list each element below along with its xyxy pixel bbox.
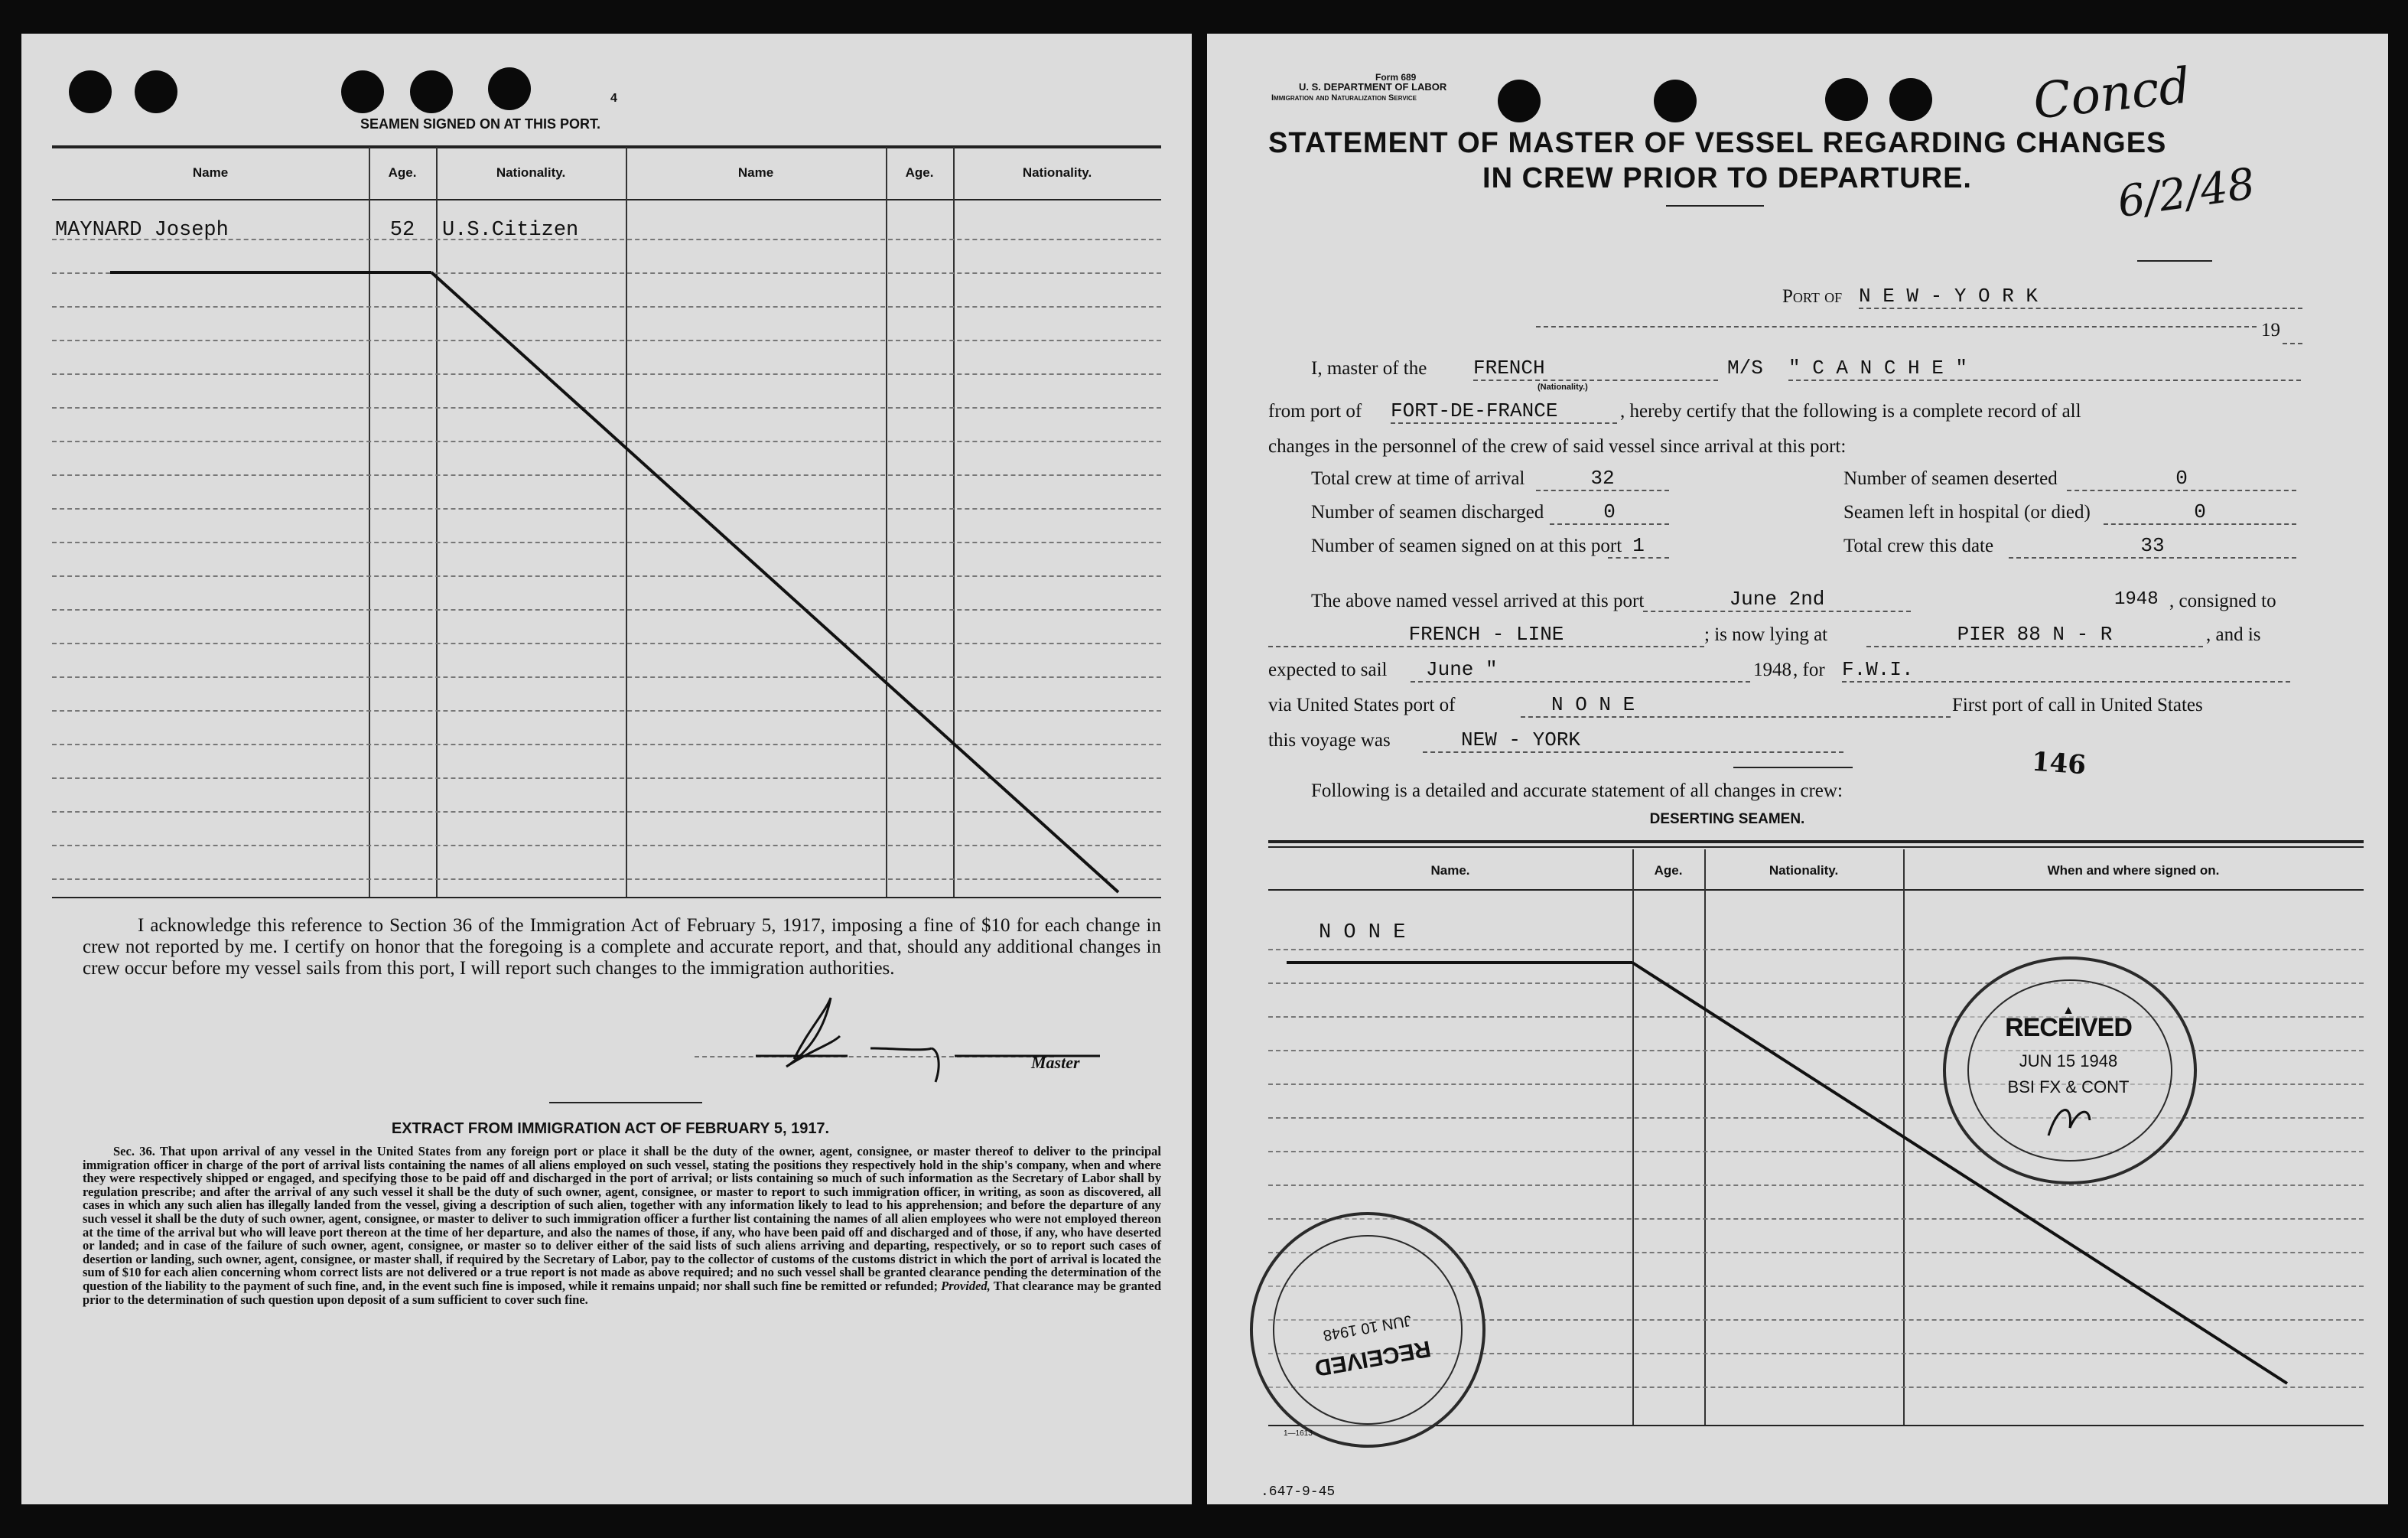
- stamp-number: 146: [2030, 746, 2087, 781]
- column-header-age: Age.: [388, 165, 417, 180]
- entry-nationality: U.S.Citizen: [442, 219, 579, 242]
- desert-header-signed-on: When and where signed on.: [2047, 863, 2220, 878]
- stat-value-crew-arrival: 32: [1536, 467, 1669, 491]
- handwritten-note: Concd: [2030, 57, 2193, 131]
- extract-body: [83, 1145, 1161, 1306]
- divider-rule: [549, 1102, 702, 1103]
- stat-label-signed-on: Number of seamen signed on at this port: [1311, 536, 1622, 556]
- via-port-value: N O N E: [1521, 693, 1951, 718]
- stat-label-total-crew: Total crew this date: [1843, 536, 1994, 556]
- desert-header-age: Age.: [1654, 863, 1683, 878]
- first-port-label: First port of call in United States: [1952, 695, 2203, 715]
- column-header-nationality: Nationality.: [496, 165, 566, 180]
- entry-age: 52: [389, 219, 415, 242]
- port-value: N E W - Y O R K: [1859, 285, 2302, 309]
- column-header-nationality: Nationality.: [1022, 165, 1092, 180]
- stat-value-hospital: 0: [2104, 500, 2296, 525]
- consignee-value: FRENCH - LINE: [1268, 623, 1704, 647]
- stat-value-discharged: 0: [1550, 500, 1669, 525]
- vessel-name: " C A N C H E ": [1788, 357, 2301, 381]
- pier-value: PIER 88 N - R: [1866, 623, 2203, 647]
- consigned-label: , consigned to: [2169, 591, 2276, 611]
- sail-date: June ": [1411, 658, 1750, 683]
- arrived-label: The above named vessel arrived at this port: [1311, 591, 1645, 611]
- year-prefix: 19: [2261, 320, 2280, 341]
- stat-value-total-crew: 33: [2009, 534, 2296, 559]
- desert-header-name: Name.: [1430, 863, 1470, 878]
- master-of-label: I, master of the: [1311, 358, 1427, 379]
- port-label: Port of: [1782, 286, 1843, 307]
- form-number: Form 689: [1375, 72, 1417, 83]
- handwritten-date: 6/2/48: [2114, 158, 2258, 228]
- desert-header-nationality: Nationality.: [1769, 863, 1839, 878]
- stamp-date: JUN 10 1948: [1322, 1312, 1413, 1344]
- entry-name: MAYNARD Joseph: [55, 219, 229, 242]
- section-title: SEAMEN SIGNED ON AT THIS PORT.: [360, 116, 601, 132]
- column-header-age: Age.: [905, 165, 934, 180]
- department-name: U. S. DEPARTMENT OF LABOR: [1299, 81, 1447, 93]
- arrived-date: June 2nd: [1643, 588, 1911, 612]
- desert-entry: N O N E: [1319, 921, 1406, 944]
- destination-value: F.W.I.: [1842, 658, 2290, 683]
- received-stamp: ▲ RECEIVED JUN 15 1948 BSI FX & CONT: [1943, 956, 2197, 1184]
- certify-text: , hereby certify that the following is a complete record of all: [1620, 401, 2081, 422]
- extract-proviso-label: Provided,: [941, 1278, 991, 1293]
- initials-mark: [2042, 1097, 2096, 1143]
- nationality-caption: (Nationality.): [1538, 383, 1588, 392]
- form-title-line2: IN CREW PRIOR TO DEPARTURE.: [1482, 162, 1972, 194]
- changes-text: changes in the personnel of the crew of said vessel since arrival at this port:: [1268, 436, 1847, 457]
- lying-label: ; is now lying at: [1704, 624, 1828, 645]
- form-code-small: 1—1613: [1284, 1429, 1313, 1438]
- nationality-value: FRENCH: [1473, 357, 1718, 381]
- from-port-value: FORT-DE-FRANCE: [1391, 399, 1617, 424]
- stat-label-hospital: Seamen left in hospital (or died): [1843, 502, 2091, 523]
- service-name: Immigration and Naturalization Service: [1271, 93, 1417, 103]
- and-is-label: , and is: [2206, 624, 2261, 645]
- master-label: Master: [1031, 1053, 1080, 1072]
- form-title-line1: STATEMENT OF MASTER OF VESSEL REGARDING CHANGES: [1268, 127, 2167, 159]
- cancellation-line: [21, 34, 1192, 952]
- stat-value-deserted: 0: [2067, 467, 2296, 491]
- left-page: [21, 34, 1192, 1504]
- page-number: 4: [610, 92, 617, 105]
- voyage-label: this voyage was: [1268, 730, 1391, 751]
- stat-label-deserted: Number of seamen deserted: [1843, 468, 2058, 489]
- following-text: Following is a detailed and accurate statement of all changes in crew:: [1311, 780, 1843, 801]
- stat-label-crew-arrival: Total crew at time of arrival: [1311, 468, 1525, 489]
- voyage-port-value: NEW - YORK: [1423, 728, 1843, 753]
- extract-proviso: That clearance may be granted prior to the determination of such question upon deposit of a sum sufficient to cover such fine.: [83, 1278, 1162, 1307]
- column-header-name: Name: [192, 165, 229, 180]
- via-label: via United States port of: [1268, 695, 1456, 715]
- extract-section: Sec. 36.: [113, 1144, 155, 1158]
- from-port-label: from port of: [1268, 401, 1362, 422]
- acknowledgement-text: I acknowledge this reference to Section 36 of the Immigration Act of February 5, 1917, imposing a fine of $10 for each change in crew not reported by me. I certify on honor that the foregoing is a complete and accurate report, and that, should any additional changes in crew occur before my vessel sails from this port, I will report such changes to the immigration authorities.: [83, 915, 1161, 979]
- master-signature: [740, 982, 1108, 1090]
- stat-label-discharged: Number of seamen discharged: [1311, 502, 1544, 523]
- expected-label: expected to sail: [1268, 660, 1388, 680]
- stat-value-signed-on: 1: [1608, 534, 1669, 559]
- column-header-name: Name: [737, 165, 774, 180]
- stamp-title: RECEIVED: [1313, 1335, 1433, 1381]
- stamp-title: RECEIVED: [2005, 1013, 2132, 1042]
- extract-text: That upon arrival of any vessel in the United States from any foreign port or place it shall be the duty of the owner, agent, consignee, or master thereof to deliver to the principal immigration officer in charge of the port of arrival lists containing the names of all aliens employed on such vessel, stating the positions they respectively hold in the ship's company, when and where they were respectively shipped or engaged, and specifying those to be paid off and discharged in the port of arrival; or lists containing so much of such information as the Secretary of Labor shall by regulation prescribe; and after the arrival of any such vessel it shall be the duty of such owner, agent, consignee, or master to report to such immigration officer, in writing, as soon as discovered, all cases in which any such alien has illegally landed from the vessel, giving a description of such alien, together with any information likely to lead to his apprehension; and before the departure of any such vessel it shall be the duty of such owner, agent, consignee, or master to deliver to such immigration officer a further list containing the names of all alien employees who were not employed thereon at the time of the arrival but who will leave port thereon at the time of her departure, and also the names of those, if any, who have been paid off and discharged and of those, if any, who have deserted or landed; and in case of the failure of such owner, agent, consignee, or master so to deliver either of the said lists of such aliens arriving and departing, respectively, or so to report such cases of desertion or landing, such owner, agent, consignee, or master shall, if required by the Secretary of Labor, pay to the collector of customs of the customs district in which the port of arrival is located the sum of $10 for each alien concerning whom correct lists are not delivered or a true report is not made as above required; and no such vessel shall be granted clearance pending the determination of the question of the liability to the payment of such fine, and, in the event such fine is imposed, while it remains unpaid; nor shall such fine be remitted or refunded;: [83, 1144, 1162, 1293]
- stamp-office: BSI FX & CONT: [2007, 1077, 2130, 1096]
- vessel-type: M/S: [1727, 357, 1763, 380]
- right-page: [1207, 34, 2388, 1504]
- for-label: , for: [1793, 660, 1825, 680]
- sail-year: 1948: [1753, 660, 1791, 680]
- extract-title: EXTRACT FROM IMMIGRATION ACT OF FEBRUARY 5, 1917.: [391, 1120, 830, 1137]
- deserting-title: DESERTING SEAMEN.: [1649, 811, 1805, 827]
- arrived-year: 1948: [2114, 589, 2159, 610]
- stamp-date: JUN 15 1948: [2019, 1051, 2118, 1070]
- print-code: .647-9-45: [1261, 1484, 1336, 1500]
